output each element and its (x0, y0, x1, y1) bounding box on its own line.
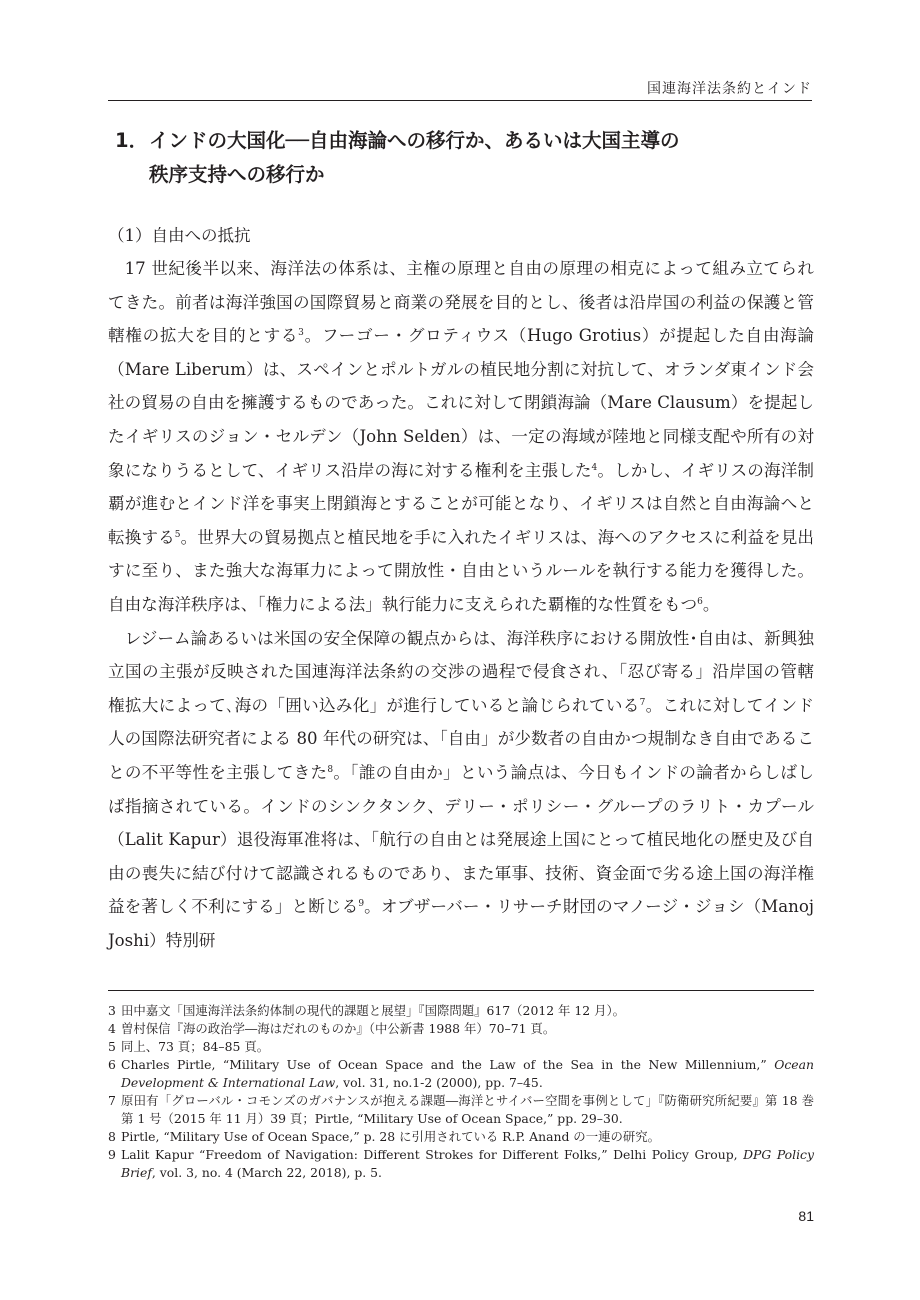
footnote-ref[interactable]: 3 (298, 328, 304, 339)
footnote-text: Pirtle, “Military Use of Ocean Space,” p. 28 に引用されている R.P. Anand の一連の研究。 (121, 1129, 661, 1144)
text-run: レジーム論あるいは米国の安全保障の観点からは、海洋秩序における開放性･自由は、新興独立国の主張が反映された国連海洋法条約の交渉の過程で侵食され、「忍び寄る」沿岸国の管轄権拡大によって､海の「囲い込み化」が進行していると論じられている (108, 628, 814, 715)
footnote-text-part: , vol. 3, no. 4 (March 22, 2018), p. 5. (151, 1165, 382, 1180)
running-title: 国連海洋法条約とインド (647, 81, 812, 97)
paragraph-2 (108, 622, 814, 958)
footnote-6 (108, 1056, 814, 1092)
footnote-text: 田中嘉文「国連海洋法条約体制の現代的課題と展望」『国際問題』617（2012 年 12 月）。 (121, 1003, 626, 1018)
journal-title: DPG Policy Brief (121, 1147, 814, 1180)
footnote-text: 同上、73 頁；84–85 頁。 (121, 1039, 270, 1054)
footnote-number: 4 (108, 1021, 116, 1036)
journal-title: Ocean Development & International Law (121, 1057, 814, 1090)
footnote-number: 9 (108, 1147, 116, 1162)
footnote-text-part: , vol. 31, no.1-2 (2000), pp. 7–45. (335, 1075, 543, 1090)
footnote-number: 7 (108, 1093, 116, 1108)
footnote-divider (108, 990, 814, 991)
text-run: 。オブザーバー・リサーチ財団のマノージ・ジョシ（Manoj Joshi）特別研 (108, 897, 815, 950)
text-run: 。 (702, 594, 720, 614)
footnote-ref[interactable]: 8 (327, 764, 334, 775)
footnote-text-part: Charles Pirtle, “Military Use of Ocean Space and the Law of the Sea in the New Millennium,” (121, 1057, 775, 1072)
page-number: 81 (798, 1208, 814, 1224)
footnote-number: 8 (108, 1129, 116, 1144)
footnote-ref[interactable]: 5 (174, 529, 181, 540)
footnote-number: 6 (108, 1057, 116, 1072)
running-header (108, 78, 812, 101)
text-run: 。しかし、イギリスの海洋制覇が進むとインド洋を事実上閉鎖海とすることが可能となり、イギリスは自然と自由海論へと転換する (108, 460, 814, 547)
text-run: 。フーゴー・グロティウス（Hugo Grotius）が提起した自由海論（Mare Liberum）は、スペインとポルトガルの植民地分割に対抗して、オランダ東インド会社の貿易の自由を擁護するものであった。これに対して閉鎖海論（Mare Clausum）を提起したイギリスのジョン・セルデン（John Selden）は、一定の海域が陸地と同様支配や所有の対象になりうるとして、イギリス沿岸の海に対する権利を主張した (108, 326, 814, 480)
footnotes (108, 1002, 814, 1182)
text-run: 。これに対してインド人の国際法研究者による 80 年代の研究は、「自由」が少数者の自由かつ規制なき自由であることの不平等性を主張してきた (108, 695, 815, 782)
section-title-line1: インドの大国化──自由海論への移行か、あるいは大国主導の (149, 129, 680, 152)
footnote-ref[interactable]: 4 (591, 462, 598, 473)
footnote-number: 3 (108, 1003, 116, 1018)
footnote-9 (108, 1146, 814, 1182)
text-run: 。「誰の自由か」という論点は、今日もインドの論者からしばしば指摘されている。インドのシンクタンク、デリー・ポリシー・グループのラリト・カプール（Lalit Kapur）退役海軍准将は、「航行の自由とは発展途上国にとって植民地化の歴史及び自由の喪失に結び付けて認識されるものであり、また軍事、技術、資金面で劣る途上国の海洋権益を著しく不利にする」と断じる (108, 762, 815, 917)
text-run: 。世界大の貿易拠点と植民地を手に入れたイギリスは、海へのアクセスに利益を見出すに至り、また強大な海軍力によって開放性・自由というルールを執行する能力を獲得した。自由な海洋秩序は、「権力による法」執行能力に支えられた覇権的な性質をもつ (108, 527, 815, 614)
footnote-7 (108, 1092, 814, 1128)
footnote-4 (108, 1020, 814, 1038)
section-title-line2: 秩序支持への移行か (149, 163, 325, 186)
footnote-ref[interactable]: 7 (639, 697, 646, 708)
footnote-3 (108, 1002, 814, 1020)
footnote-8 (108, 1128, 814, 1146)
section-number: 1． (115, 129, 149, 152)
footnote-text: 曽村保信『海の政治学―海はだれのものか』（中公新書 1988 年）70–71 頁。 (121, 1021, 556, 1036)
footnote-ref[interactable]: 9 (358, 899, 365, 910)
footnote-number: 5 (108, 1039, 116, 1054)
footnote-text (121, 1056, 814, 1092)
footnote-ref[interactable]: 6 (697, 596, 703, 607)
text-run: 17 世紀後半以来、海洋法の体系は、主権の原理と自由の原理の相克によって組み立てられてきた。前者は海洋強国の国際貿易と商業の発展を目的とし、後者は沿岸国の利益の保護と管轄権の拡大を目的とする (108, 259, 814, 346)
footnote-5 (108, 1038, 814, 1056)
body-text (108, 252, 814, 957)
footnote-text-part: Lalit Kapur “Freedom of Navigation: Different Strokes for Different Folks,” Delhi Policy Group, (121, 1147, 744, 1162)
footnote-text (121, 1146, 814, 1182)
subsection-heading: （1）自由への抵抗 (108, 226, 251, 245)
section-heading (115, 124, 805, 192)
paragraph-1 (108, 252, 814, 622)
footnote-text: 原田有「グローバル・コモンズのガバナンスが抱える課題―海洋とサイバー空間を事例として」『防衛研究所紀要』第 18 巻第 1 号（2015 年 11 月）39 頁；Pirtle, “Military Use of Ocean Space,” pp. 29–30. (121, 1093, 814, 1126)
